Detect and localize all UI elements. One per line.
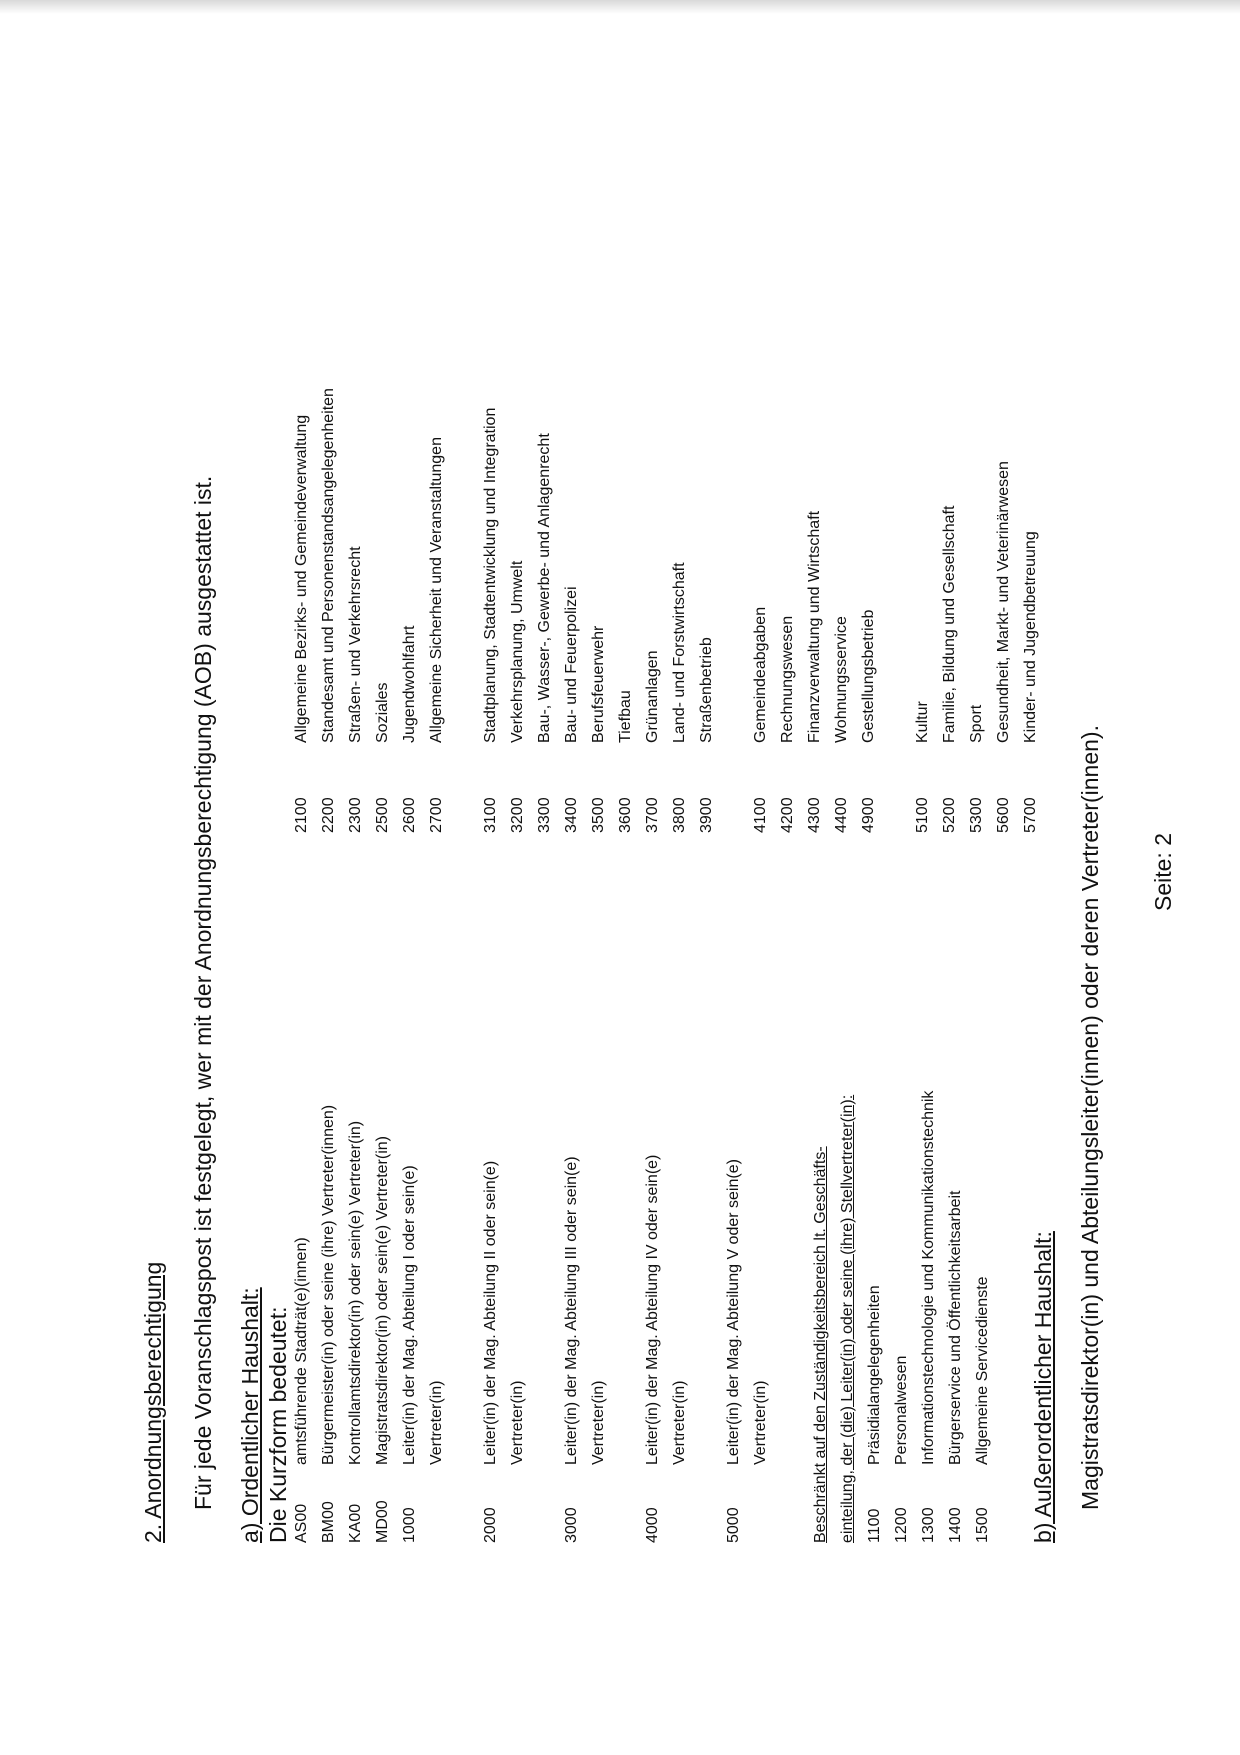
section-b-title: b) Außerordentlicher Haushalt: <box>1030 1231 1056 1543</box>
code-description-line: Vertreter(in) <box>590 1380 607 1465</box>
department-code: 2700 <box>428 797 445 833</box>
department-desc: Stadtplanung, Stadtentwicklung und Integration <box>482 407 499 743</box>
department-desc: Grünanlagen <box>644 650 661 743</box>
code-row <box>401 843 455 1543</box>
code: 4000 <box>644 1507 661 1543</box>
department-desc: Gemeindeabgaben <box>752 606 769 743</box>
department-row <box>752 93 779 833</box>
code: 1000 <box>401 1507 418 1543</box>
department-code: 3900 <box>698 797 715 833</box>
department-row <box>779 93 806 833</box>
kurzform-label: Die Kurzform bedeutet: <box>265 1306 291 1543</box>
restricted-heading-line: einteilung, der (die) Leiter(in) oder seine (ihre) Stellvertreter(in): <box>839 1094 856 1543</box>
department-desc: Soziales <box>374 682 391 743</box>
department-row <box>293 93 320 833</box>
department-desc: Gesundheit, Markt- und Veterinärwesen <box>995 461 1012 743</box>
restricted-desc: Informationstechnologie und Kommunikationstechnik <box>920 1090 937 1465</box>
department-code: 3800 <box>671 797 688 833</box>
code-description <box>482 843 536 1465</box>
code-row <box>644 843 698 1543</box>
code: 2000 <box>482 1507 499 1543</box>
code-description <box>725 843 779 1465</box>
department-code: 5300 <box>968 797 985 833</box>
code-description-line: amtsführende Stadträt(e)(innen) <box>293 1237 310 1465</box>
restricted-heading-line: Beschränkt auf den Zuständigkeitsbereich lt. Geschäfts- <box>812 1146 829 1543</box>
code-row <box>347 843 374 1543</box>
department-row <box>833 93 860 833</box>
department-desc: Familie, Bildung und Gesellschaft <box>941 505 958 743</box>
code-description-line: Leiter(in) der Mag. Abteilung IV oder sein(e) <box>644 1154 661 1465</box>
code: KA00 <box>347 1503 364 1543</box>
department-row <box>374 93 401 833</box>
department-code: 4900 <box>860 797 877 833</box>
code-row <box>293 843 320 1543</box>
department-code: 2300 <box>347 797 364 833</box>
code-row <box>482 843 536 1543</box>
department-desc: Kultur <box>914 701 931 743</box>
department-code: 2100 <box>293 797 310 833</box>
department-desc: Rechnungswesen <box>779 615 796 743</box>
code-description-line: Vertreter(in) <box>752 1380 769 1465</box>
restricted-code: 1300 <box>920 1507 937 1543</box>
restricted-row <box>866 843 893 1543</box>
code-description-line: Vertreter(in) <box>428 1380 445 1465</box>
restricted-code: 1400 <box>947 1507 964 1543</box>
department-row <box>347 93 374 833</box>
code-row <box>563 843 617 1543</box>
department-code: 5200 <box>941 797 958 833</box>
spacer <box>455 843 482 1543</box>
restricted-desc: Allgemeine Servicedienste <box>974 1276 991 1465</box>
restricted-code: 1200 <box>893 1507 910 1543</box>
department-desc: Allgemeine Bezirks- und Gemeindeverwaltung <box>293 414 310 743</box>
restricted-row <box>920 843 947 1543</box>
department-row <box>1022 93 1049 833</box>
restricted-code: 1500 <box>974 1507 991 1543</box>
department-desc: Land- und Forstwirtschaft <box>671 562 688 743</box>
department-code: 3300 <box>536 797 553 833</box>
code-description <box>563 843 617 1465</box>
department-code: 4400 <box>833 797 850 833</box>
department-desc: Straßen- und Verkehrsrecht <box>347 546 364 743</box>
department-desc: Sport <box>968 704 985 743</box>
spacer <box>617 843 644 1543</box>
code-description <box>374 843 401 1465</box>
spacer <box>536 843 563 1543</box>
department-row <box>941 93 968 833</box>
intro-text: Für jede Voranschlagspost ist festgelegt, wer mit der Anordnungsberechtigung (AOB) ausgestattet ist. <box>190 475 216 1510</box>
department-row <box>806 93 833 833</box>
restricted-row <box>974 843 1001 1543</box>
department-desc: Finanzverwaltung und Wirtschaft <box>806 510 823 743</box>
department-desc: Straßenbetrieb <box>698 637 715 743</box>
code-description-line: Vertreter(in) <box>509 1380 526 1465</box>
department-code: 3700 <box>644 797 661 833</box>
department-code: 3200 <box>509 797 526 833</box>
code-description <box>320 843 347 1465</box>
department-row <box>968 93 995 833</box>
department-code: 5100 <box>914 797 931 833</box>
code-description-line: Kontrollamtsdirektor(in) oder sein(e) Vertreter(in) <box>347 1120 364 1465</box>
department-code: 2200 <box>320 797 337 833</box>
department-row <box>617 93 644 833</box>
code: 5000 <box>725 1507 742 1543</box>
department-row <box>644 93 671 833</box>
code-description-line: Leiter(in) der Mag. Abteilung V oder sein(e) <box>725 1159 742 1465</box>
department-row <box>428 93 455 833</box>
page-number: Seite: 2 <box>1150 833 1176 911</box>
department-code: 4300 <box>806 797 823 833</box>
spacer <box>698 843 725 1543</box>
code-description-line: Leiter(in) der Mag. Abteilung II oder sein(e) <box>482 1160 499 1465</box>
department-row <box>860 93 887 833</box>
department-desc: Verkehrsplanung, Umwelt <box>509 560 526 743</box>
department-code: 3600 <box>617 797 634 833</box>
restricted-desc: Personalwesen <box>893 1355 910 1465</box>
code-row <box>374 843 401 1543</box>
code-list <box>293 843 1001 1543</box>
restricted-row <box>893 843 920 1543</box>
restricted-desc: Präsidialangelegenheiten <box>866 1285 883 1465</box>
section-a-title: a) Ordentlicher Haushalt: <box>237 1287 263 1543</box>
restricted-row <box>947 843 974 1543</box>
code-description <box>347 843 374 1465</box>
code-description <box>644 843 698 1465</box>
department-row <box>536 93 563 833</box>
code: AS00 <box>293 1503 310 1543</box>
department-desc: Standesamt und Personenstandsangelegenheiten <box>320 388 337 743</box>
department-desc: Wohnungsservice <box>833 616 850 743</box>
code-row <box>320 843 347 1543</box>
code-description-line: Bürgermeister(in) oder seine (ihre) Vertreter(innen) <box>320 1104 337 1465</box>
department-desc: Gestellungsbetrieb <box>860 609 877 743</box>
department-code: 5600 <box>995 797 1012 833</box>
department-code: 3400 <box>563 797 580 833</box>
restricted-code: 1100 <box>866 1508 883 1543</box>
department-row <box>914 93 941 833</box>
department-row <box>590 93 617 833</box>
section-b-text: Magistratsdirektor(in) und Abteilungsleiter(innen) oder deren Vertreter(innen). <box>1077 725 1103 1510</box>
code: MD00 <box>374 1500 391 1543</box>
department-row <box>563 93 590 833</box>
code-row <box>725 843 779 1543</box>
department-code: 2500 <box>374 797 391 833</box>
code-description-line: Leiter(in) der Mag. Abteilung I oder sein(e) <box>401 1165 418 1465</box>
restricted-desc: Bürgerservice und Öffentlichkeitsarbeit <box>947 1190 964 1465</box>
department-desc: Tiefbau <box>617 690 634 743</box>
department-code: 2600 <box>401 797 418 833</box>
code: BM00 <box>320 1501 337 1543</box>
department-desc: Kinder- und Jugendbetreuung <box>1022 531 1039 743</box>
scan-edge <box>0 0 1240 14</box>
department-desc: Jugendwohlfahrt <box>401 625 418 743</box>
department-code: 3100 <box>482 797 499 833</box>
department-code: 5700 <box>1022 797 1039 833</box>
spacer <box>779 843 806 1543</box>
department-list <box>293 93 1049 833</box>
department-row <box>671 93 698 833</box>
department-row <box>401 93 428 833</box>
spacer <box>725 93 752 833</box>
code-description <box>293 843 320 1465</box>
department-code: 4100 <box>752 797 769 833</box>
department-code: 3500 <box>590 797 607 833</box>
department-desc: Bau-, Wasser-, Gewerbe- und Anlagenrecht <box>536 433 553 743</box>
department-desc: Allgemeine Sicherheit und Veranstaltungen <box>428 437 445 743</box>
code-description-line: Vertreter(in) <box>671 1380 688 1465</box>
department-row <box>320 93 347 833</box>
department-desc: Bau- und Feuerpolizei <box>563 586 580 743</box>
department-code: 4200 <box>779 797 796 833</box>
spacer <box>887 93 914 833</box>
code-description-line: Leiter(in) der Mag. Abteilung III oder sein(e) <box>563 1156 580 1465</box>
department-row <box>995 93 1022 833</box>
section-heading: 2. Anordnungsberechtigung <box>140 1261 166 1543</box>
department-row <box>698 93 725 833</box>
spacer <box>455 93 482 833</box>
department-row <box>509 93 536 833</box>
code: 3000 <box>563 1507 580 1543</box>
rotated-page <box>0 55 1240 1755</box>
code-description <box>401 843 455 1465</box>
department-desc: Berufsfeuerwehr <box>590 625 607 743</box>
department-row <box>482 93 509 833</box>
code-description-line: Magistratsdirektor(in) oder sein(e) Vertreter(in) <box>374 1136 391 1465</box>
